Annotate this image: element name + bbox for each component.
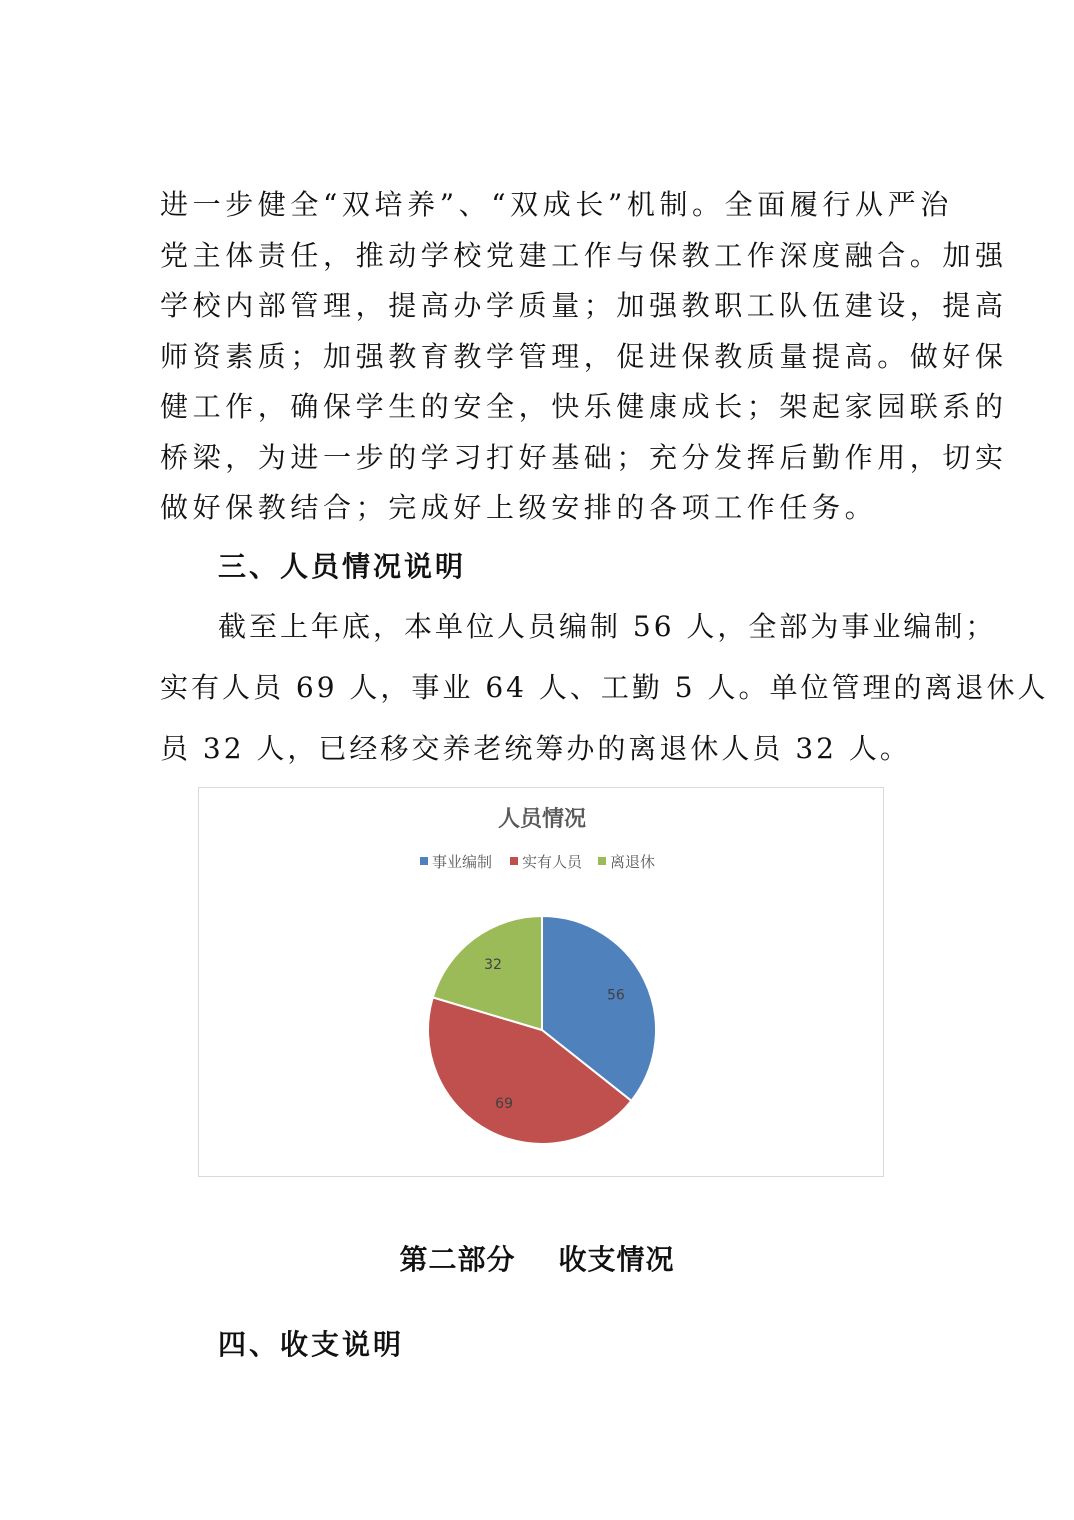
legend-label: 实有人员 — [522, 853, 583, 871]
legend-label: 离退休 — [610, 853, 656, 871]
text-line: 党主体责任，推动学校党建工作与保教工作深度融合。加强 — [160, 238, 1008, 272]
text-line: 员 32 人，已经移交养老统筹办的离退休人员 32 人。 — [160, 732, 911, 765]
text-line: 桥梁，为进一步的学习打好基础；充分发挥后勤作用，切实 — [160, 440, 1008, 474]
paragraph-staff-info — [160, 596, 1049, 779]
staff-pie-chart — [198, 787, 884, 1177]
chart-title: 人员情况 — [497, 807, 587, 832]
legend-swatch — [420, 857, 428, 865]
text-line: 进一步健全“双培养”、“双成长”机制。全面履行从严治 — [160, 188, 953, 221]
text-line: 做好保教结合；完成好上级安排的各项工作任务。 — [160, 491, 878, 524]
chart-legend — [420, 853, 655, 871]
text-line: 实有人员 69 人，事业 64 人、工勤 5 人。单位管理的离退休人 — [160, 671, 1049, 704]
pie-data-label: 69 — [495, 1095, 514, 1112]
section-heading-staff: 三、人员情况说明 — [218, 550, 467, 583]
pie-slices — [428, 916, 656, 1144]
pie-data-label: 56 — [606, 987, 625, 1004]
legend-label: 事业编制 — [432, 853, 493, 871]
paragraph-work-goals — [160, 180, 1008, 534]
text-line: 师资素质；加强教育教学管理，促进保教质量提高。做好保 — [160, 339, 1008, 373]
legend-item — [420, 853, 492, 871]
legend-item — [510, 853, 583, 871]
part-title: 第二部分 收支情况 — [399, 1243, 675, 1276]
legend-swatch — [510, 857, 518, 865]
pie-data-label: 32 — [484, 957, 502, 974]
legend-item — [598, 853, 655, 871]
pie-chart-svg — [199, 788, 885, 1178]
section-heading-finance: 四、收支说明 — [218, 1328, 405, 1361]
text-line: 健工作，确保学生的安全，快乐健康成长；架起家园联系的 — [160, 390, 1008, 423]
legend-swatch — [598, 857, 606, 865]
text-line: 学校内部管理，提高办学质量；加强教职工队伍建设，提高 — [160, 289, 1008, 322]
text-line: 截至上年底，本单位人员编制 56 人，全部为事业编制； — [218, 610, 997, 643]
